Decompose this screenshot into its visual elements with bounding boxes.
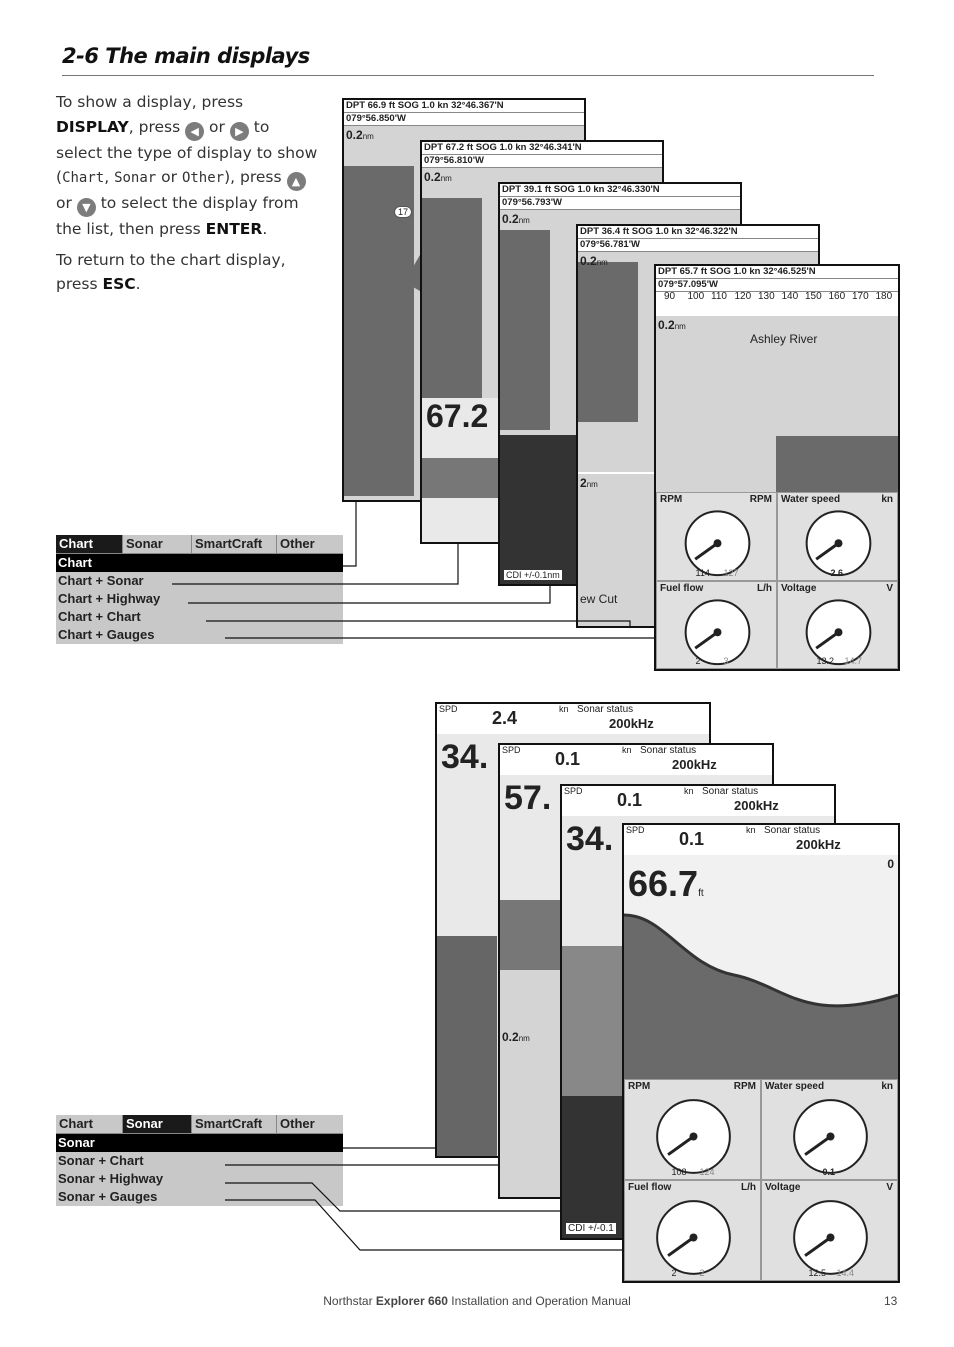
gauge-unit: L/h [757,582,772,594]
unit-label: ft [622,226,630,237]
esc-key-label: ESC [102,275,136,293]
sog-value: 1.0 [499,142,513,153]
compass-tick-label: 170 [852,291,869,302]
big-depth-readout: 34. [566,820,614,858]
menu-item-chart-chart[interactable]: Chart + Chart [58,609,141,624]
gauge-sub-value: 14.4 [836,1268,855,1278]
intro-text-run: ), press [224,168,287,186]
gauge-label: Fuel flow [660,582,704,594]
tab-sonar[interactable]: Sonar [123,1115,192,1133]
menu-item-chart[interactable]: Chart [56,554,343,572]
depth-value: 67.2 [445,142,465,153]
gauge-sub-value: 124 [699,1167,715,1177]
tab-smartcraft[interactable]: SmartCraft [192,535,277,553]
gauge-sub-value: 3 [723,656,729,666]
gauge-sub-value: 108 [671,1167,687,1177]
big-depth-readout: 67.2 [426,398,489,434]
big-depth-readout: 66.7 [628,863,699,904]
gauge-label: RPM [660,494,683,505]
dpt-label: DPT [346,100,365,111]
scale-unit: nm [362,132,374,141]
dpt-label: DPT [424,142,443,153]
dpt-label: DPT [580,226,599,237]
scale-unit: nm [586,480,598,489]
scale-value: 0.2 [502,1030,519,1044]
up-arrow-icon: ▲ [287,172,306,191]
unit-label: kn [749,266,761,277]
scale-unit: nm [674,322,686,331]
latitude-value: 32°46.367'N [451,100,504,111]
unit-label: kn [746,825,756,835]
unit-label: kn [559,704,569,714]
big-depth-readout: 34. [441,738,489,776]
big-depth-readout: 57. [504,779,552,817]
unit-label: kn [671,226,683,237]
section-heading: 2-6 The main displays [62,44,310,68]
longitude-bar: 079°56.781'W [578,239,818,252]
spd-label: SPD [626,825,645,835]
gauge-sub-value: 2 [695,656,701,666]
compass-tick-label: 150 [805,291,822,302]
intro-text-run: to select the type of display to show ( [56,117,318,186]
compass-tick-label: 110 [711,291,727,302]
unit-label: ft [466,142,474,153]
compass-tick-label: 180 [875,291,893,302]
place-label: Ashley River [750,332,818,346]
gauge-sub-value: 2 [699,1268,705,1278]
gauge-value: 0.1 [822,1167,836,1177]
intro-text-run: To return to the chart display, press [56,250,286,293]
intro-text-run: to select the display from the list, then press [56,194,299,238]
depth-value: 36.4 [601,226,621,237]
longitude-bar: 079°56.810'W [422,155,662,168]
intro-text-run: or [204,117,230,136]
display-key-label: DISPLAY [56,117,129,136]
sog-value: 1.0 [655,226,669,237]
frequency-value: 200kHz [796,837,841,852]
gauge-sub-value: 12.5 [808,1268,827,1278]
footer-model: Explorer 660 [375,1294,448,1308]
scale-value: 0.2 [580,254,597,268]
sog-value: 1.0 [733,266,747,277]
gauge-label: Water speed [765,1081,825,1092]
range-top: 0 [887,857,894,871]
longitude-bar: 079°57.095'W [656,279,898,292]
sog-value: 1.0 [421,100,435,111]
tab-other[interactable]: Other [280,1116,315,1131]
page-number: 13 [884,1294,898,1308]
dpt-label: DPT [502,184,521,195]
speed-value: 0.1 [679,829,705,849]
menu-item-chart-gauges[interactable]: Chart + Gauges [58,627,155,642]
depth-unit: ft [698,888,704,899]
menu-item-sonar-chart[interactable]: Sonar + Chart [58,1153,144,1168]
speed-value: 0.1 [555,749,581,769]
latitude-value: 32°46.341'N [529,142,582,153]
tab-other[interactable]: Other [280,536,315,551]
sog-label: SOG [475,142,497,153]
sonar-code-text: Sonar [114,170,157,186]
menu-item-chart-highway[interactable]: Chart + Highway [58,591,161,606]
sonar-status-label: Sonar status [764,825,821,836]
spd-label: SPD [502,745,521,755]
unit-label: kn [593,184,605,195]
compass-tick-label: 90 [664,291,676,302]
sog-value: 1.0 [577,184,591,195]
gauge-unit: kn [881,494,893,505]
gauge-unit: V [886,1182,893,1193]
unit-label: ft [544,184,552,195]
depth-value: 66.9 [367,100,387,111]
spd-label: SPD [564,786,583,796]
gauge-label: Voltage [765,1182,801,1193]
left-arrow-icon: ◀ [185,122,204,141]
sog-label: SOG [709,266,731,277]
gauge-unit: RPM [733,1081,756,1092]
gauge-unit: L/h [741,1182,756,1193]
intro-text-run: , [104,168,115,186]
scale-unit: nm [518,216,530,225]
longitude-bar: 079°56.850'W [344,113,584,126]
scale-value: 2 [580,476,587,490]
scale-value: 0.2 [346,128,363,142]
unit-label: kn [437,100,449,111]
menu-item-sonar[interactable]: Sonar [56,1134,343,1152]
tab-chart[interactable]: Chart [56,535,123,553]
intro-text-run: . [262,220,268,238]
gauge-sub-value: 14.7 [844,656,863,666]
speed-value: 2.4 [492,708,518,728]
depth-value: 65.7 [679,266,699,277]
scale-unit: nm [440,174,452,183]
cdi-label: CDI +/-0.1 [568,1223,614,1234]
intro-text-run: or [156,168,182,186]
sog-label: SOG [553,184,575,195]
page-footer [0,1294,954,1308]
intro-text-run: , press [128,117,186,136]
latitude-value: 32°46.525'N [763,266,816,277]
gauge-value: 2.6 [830,567,844,578]
spd-label: SPD [439,704,458,714]
right-arrow-icon: ▶ [230,122,249,141]
gauge-unit: V [886,582,893,594]
menu-item-chart-sonar[interactable]: Chart + Sonar [58,573,144,588]
intro-text-run: . [135,275,141,293]
compass-tick-label: 140 [781,291,799,302]
frequency-value: 200kHz [609,716,654,731]
scale-unit: nm [596,258,608,267]
unit-label: ft [388,100,396,111]
unit-label: ft [700,266,708,277]
depth-value: 39.1 [523,184,543,195]
compass-tick-label: 120 [734,291,752,302]
scale-value: 0.2 [658,318,675,332]
menu-item-sonar-highway[interactable]: Sonar + Highway [58,1171,164,1186]
route-shield: 17 [394,206,412,218]
unit-label: kn [515,142,527,153]
unit-label: kn [622,745,632,755]
gauge-sub-value: 114 [695,567,710,578]
compass-tick-label: 130 [758,291,775,302]
frequency-value: 200kHz [672,757,717,772]
sog-label: SOG [631,226,653,237]
menu-item-sonar-gauges[interactable]: Sonar + Gauges [58,1189,158,1204]
gauge-label: Water speed [781,494,841,505]
speed-value: 0.1 [617,790,643,810]
gauge-label: RPM [628,1081,651,1092]
gauge-sub-value: 2 [671,1268,677,1278]
latitude-value: 32°46.322'N [685,226,738,237]
scale-value: 0.2 [424,170,441,184]
sog-label: SOG [397,100,419,111]
frequency-value: 200kHz [734,798,779,813]
enter-key-label: ENTER [205,220,263,238]
tab-chart[interactable]: Chart [56,1115,123,1133]
unit-label: kn [684,786,694,796]
gauge-sub-value: 13.2 [816,656,835,666]
dpt-label: DPT [658,266,677,277]
compass-tick-label: 100 [687,291,705,302]
scale-unit: nm [518,1034,530,1043]
gauge-label: Voltage [781,582,817,594]
footer-brand: Northstar [323,1294,376,1308]
down-arrow-icon: ▼ [77,198,96,217]
place-label: ew Cut [580,592,618,606]
gauge-unit: kn [881,1081,893,1092]
sonar-status-label: Sonar status [640,745,697,756]
intro-text-run: or [56,194,77,212]
compass-tick-label: 160 [828,291,846,302]
tab-smartcraft[interactable]: SmartCraft [192,1115,277,1133]
gauge-unit: RPM [749,494,772,505]
chart-code-text: Chart [62,170,105,186]
sonar-status-label: Sonar status [702,786,759,797]
sonar-status-label: Sonar status [577,704,634,715]
latitude-value: 32°46.330'N [607,184,660,195]
other-code-text: Other [181,170,225,186]
tab-sonar[interactable]: Sonar [123,535,192,553]
gauge-sub-value: 127 [723,567,739,578]
intro-text-run: To show a display, press [56,93,244,111]
gauge-label: Fuel flow [628,1182,672,1193]
scale-value: 0.2 [502,212,519,226]
cdi-label: CDI +/-0.1nm [506,570,560,580]
longitude-bar: 079°56.793'W [500,197,740,210]
footer-title: Installation and Operation Manual [447,1294,631,1308]
